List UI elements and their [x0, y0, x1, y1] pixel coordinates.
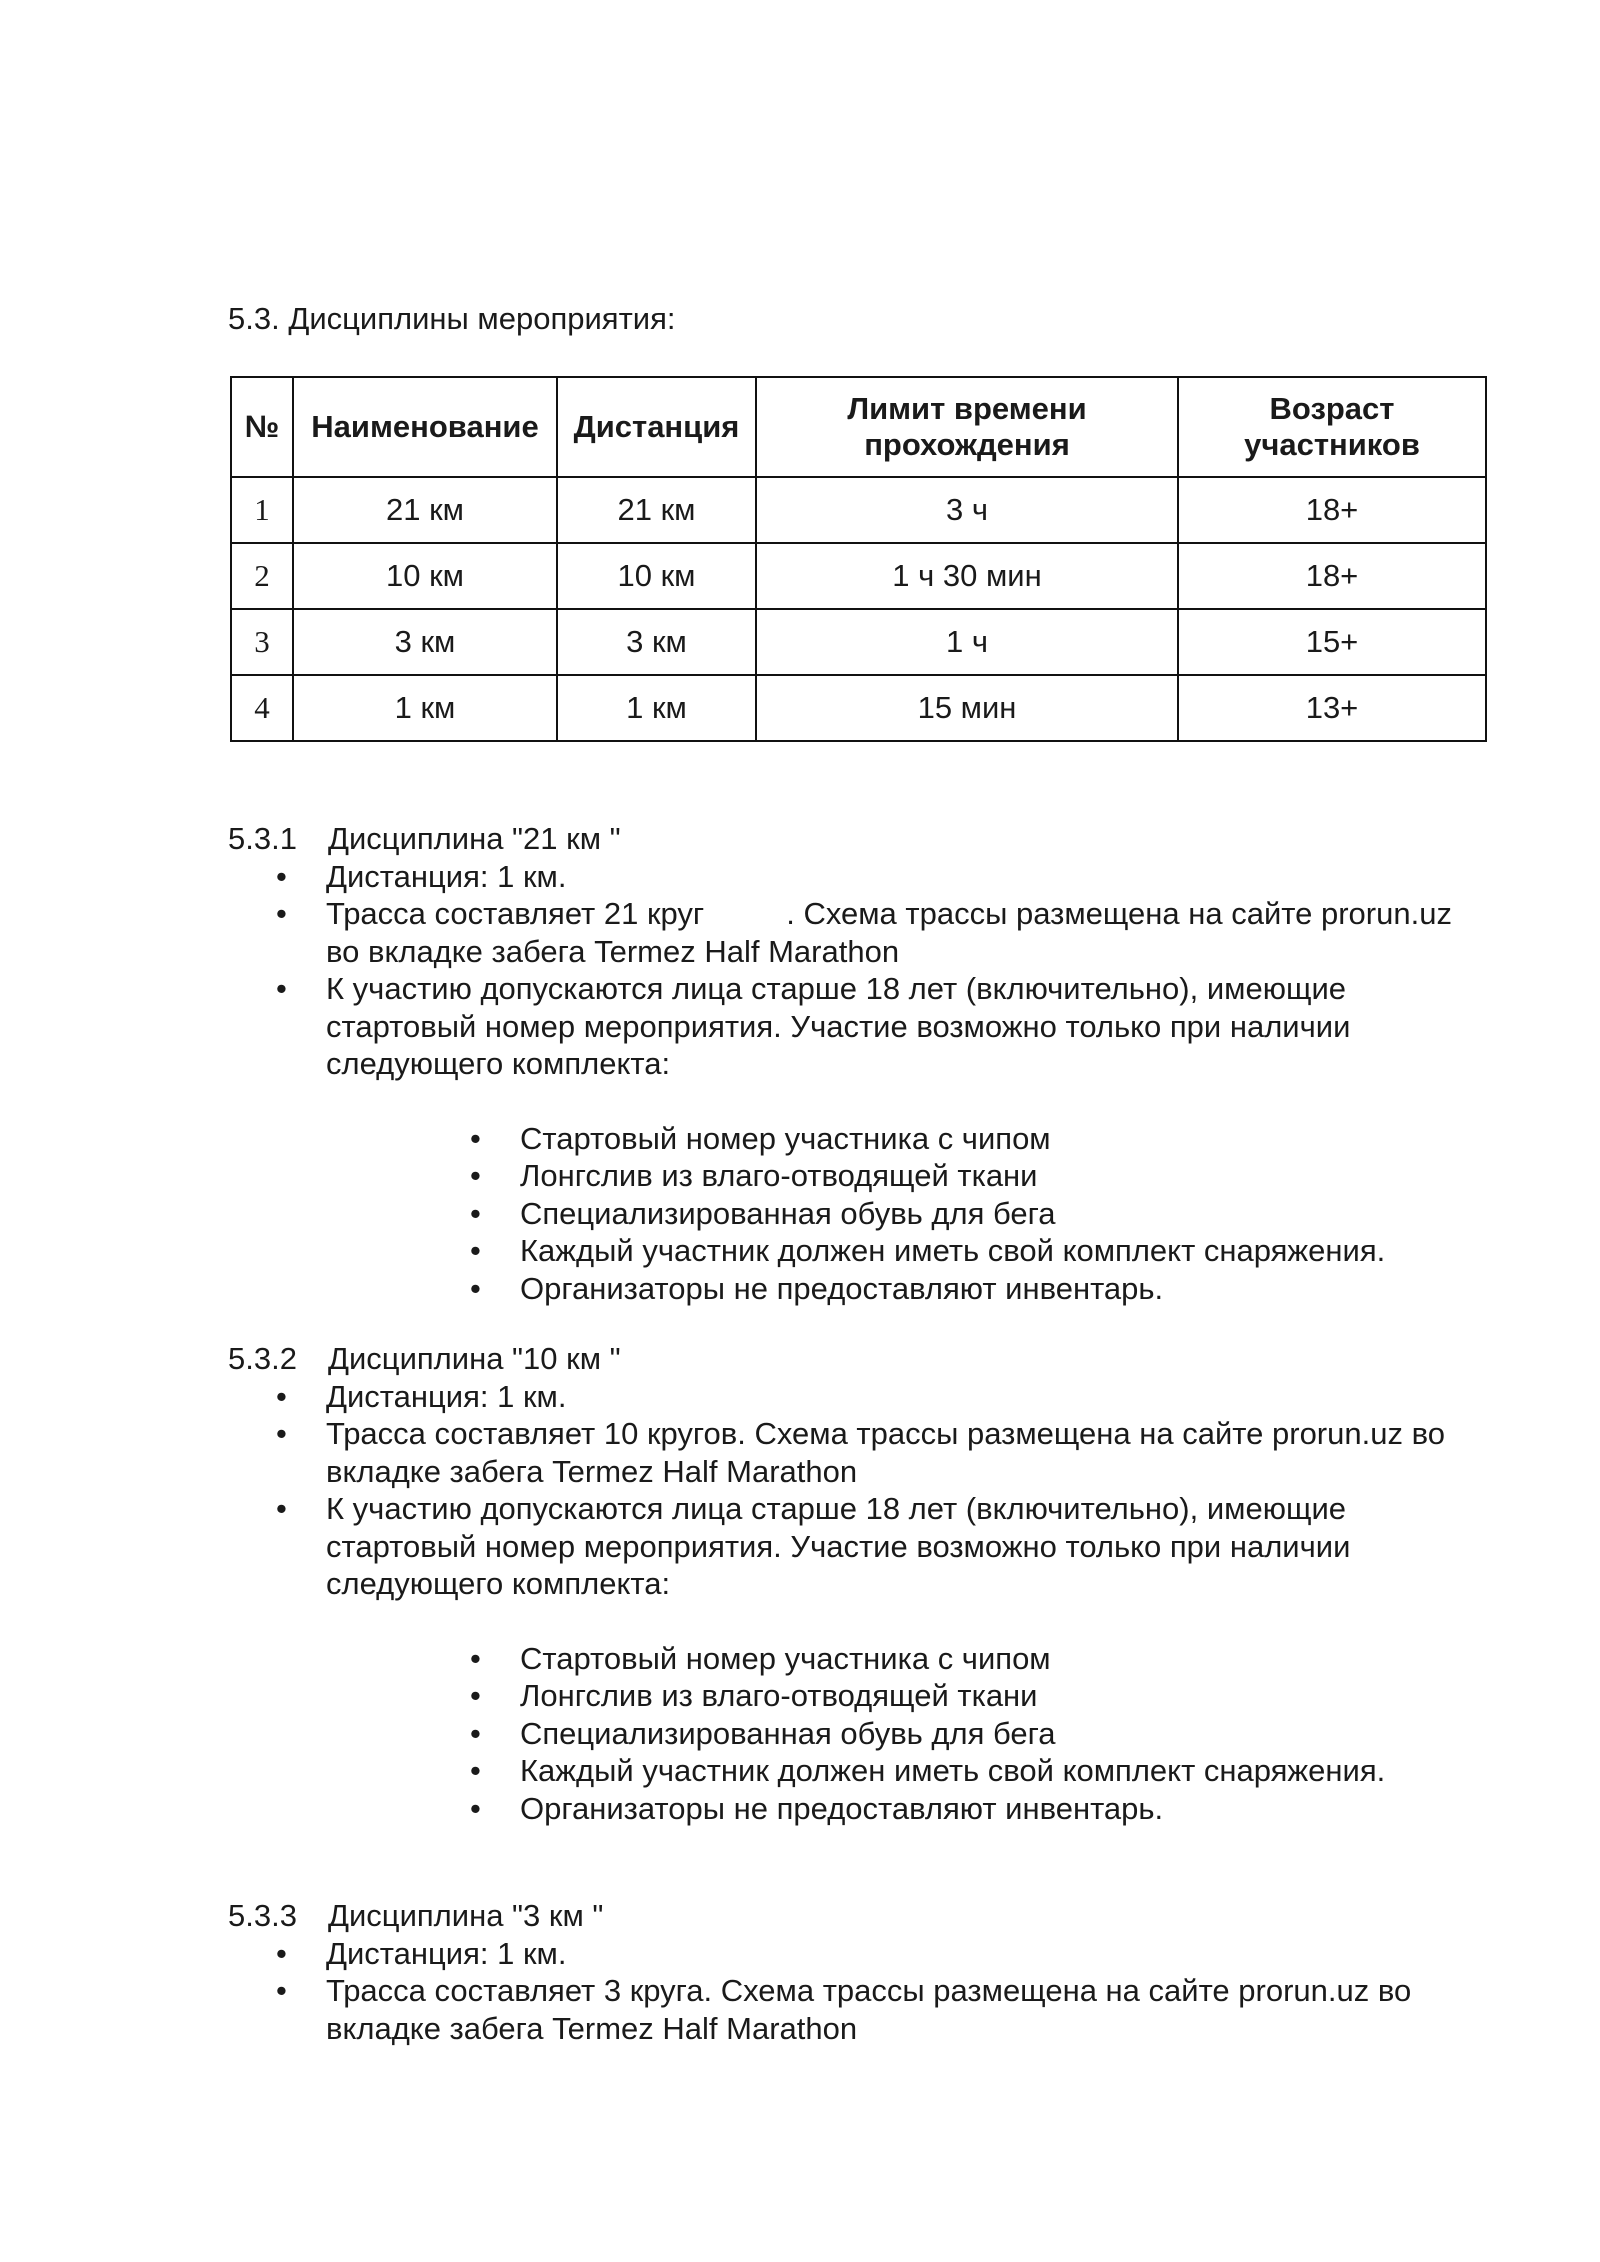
track-text: Трасса составляет 10 кругов. Схема трассы размещена на сайте prorun.uz во вкладке забега Termez Half Marathon [326, 1416, 1445, 1489]
kit-list [326, 1120, 1478, 1308]
track-text: Трасса составляет 3 круга. Схема трассы размещена на сайте prorun.uz во вкладке забега Termez Half Marathon [326, 1973, 1412, 2046]
kit-list-item: • Стартовый номер участника с чипом [326, 1640, 1478, 1678]
subsection-code: 5.3.2 [228, 1341, 297, 1376]
subsection-3km [228, 1897, 1478, 2047]
table-header-row [231, 377, 1486, 477]
cell-name: 1 км [293, 675, 557, 741]
cell-age: 18+ [1178, 477, 1486, 543]
cell-age: 13+ [1178, 675, 1486, 741]
cell-distance: 10 км [557, 543, 756, 609]
discipline-details-list [228, 1935, 1478, 2048]
table-row [231, 477, 1486, 543]
header-name: Наименование [293, 377, 557, 477]
cell-number: 2 [231, 543, 293, 609]
list-item [228, 895, 1478, 970]
subsection-code: 5.3.1 [228, 821, 297, 856]
kit-list-item: • Организаторы не предоставляют инвентарь. [326, 1270, 1478, 1308]
cell-name: 10 км [293, 543, 557, 609]
cell-time-limit: 1 ч 30 мин [756, 543, 1178, 609]
list-item [228, 1972, 1478, 2047]
header-distance: Дистанция [557, 377, 756, 477]
table-row [231, 543, 1486, 609]
cell-age: 18+ [1178, 543, 1486, 609]
kit-list-item: • Специализированная обувь для бега [326, 1195, 1478, 1233]
cell-age: 15+ [1178, 609, 1486, 675]
cell-distance: 1 км [557, 675, 756, 741]
track-text: Трасса составляет 21 круг [326, 896, 705, 931]
discipline-details-list [228, 858, 1478, 1308]
subsection-title: Дисциплина "3 км " [328, 1898, 604, 1933]
list-item [228, 1378, 1478, 1416]
subsection-code: 5.3.3 [228, 1898, 297, 1933]
subsection-title: Дисциплина "21 км " [328, 821, 621, 856]
header-age: Возраст участников [1178, 377, 1486, 477]
table-row [231, 675, 1486, 741]
cell-name: 21 км [293, 477, 557, 543]
list-item [228, 1935, 1478, 1973]
kit-list-item: • Стартовый номер участника с чипом [326, 1120, 1478, 1158]
subsection-heading [228, 1897, 1478, 1935]
distance-text: Дистанция: 1 км. [326, 1935, 567, 1971]
header-time-limit: Лимит времени прохождения [756, 377, 1178, 477]
cell-number: 1 [231, 477, 293, 543]
subsection-heading [228, 1340, 1478, 1378]
subsection-21km [228, 820, 1478, 1307]
eligibility-text: К участию допускаются лица старше 18 лет (включительно), имеющие стартовый номер мероприятия. Участие возможно только при наличии следующего комплекта: [326, 971, 1351, 1081]
cell-number: 3 [231, 609, 293, 675]
subsection-10km [228, 1340, 1478, 1827]
section-title: 5.3. Дисциплины мероприятия: [228, 301, 676, 336]
list-item [228, 1490, 1478, 1827]
list-item [228, 1415, 1478, 1490]
header-number: № [231, 377, 293, 477]
subsection-heading [228, 820, 1478, 858]
distance-text: Дистанция: 1 км. [326, 858, 567, 894]
cell-distance: 3 км [557, 609, 756, 675]
kit-list-item: • Специализированная обувь для бега [326, 1715, 1478, 1753]
kit-list-item: • Каждый участник должен иметь свой комплект снаряжения. [326, 1752, 1478, 1790]
cell-time-limit: 1 ч [756, 609, 1178, 675]
kit-list-item: • Каждый участник должен иметь свой комплект снаряжения. [326, 1232, 1478, 1270]
distance-text: Дистанция: 1 км. [326, 1378, 567, 1414]
discipline-details-list [228, 1378, 1478, 1828]
eligibility-text: К участию допускаются лица старше 18 лет (включительно), имеющие стартовый номер мероприятия. Участие возможно только при наличии следующего комплекта: [326, 1491, 1351, 1601]
kit-list-item: • Лонгслив из влаго-отводящей ткани [326, 1677, 1478, 1715]
cell-time-limit: 3 ч [756, 477, 1178, 543]
disciplines-table [230, 376, 1487, 742]
list-item [228, 970, 1478, 1307]
kit-list [326, 1640, 1478, 1828]
list-item [228, 858, 1478, 896]
cell-number: 4 [231, 675, 293, 741]
kit-list-item: • Организаторы не предоставляют инвентарь. [326, 1790, 1478, 1828]
cell-distance: 21 км [557, 477, 756, 543]
kit-list-item: • Лонгслив из влаго-отводящей ткани [326, 1157, 1478, 1195]
cell-time-limit: 15 мин [756, 675, 1178, 741]
subsection-title: Дисциплина "10 км " [328, 1341, 621, 1376]
track-text-continued: . Схема трассы размещена на сайте prorun.uz во вкладке забега Termez Half Marathon [326, 896, 1452, 969]
cell-name: 3 км [293, 609, 557, 675]
table-row [231, 609, 1486, 675]
